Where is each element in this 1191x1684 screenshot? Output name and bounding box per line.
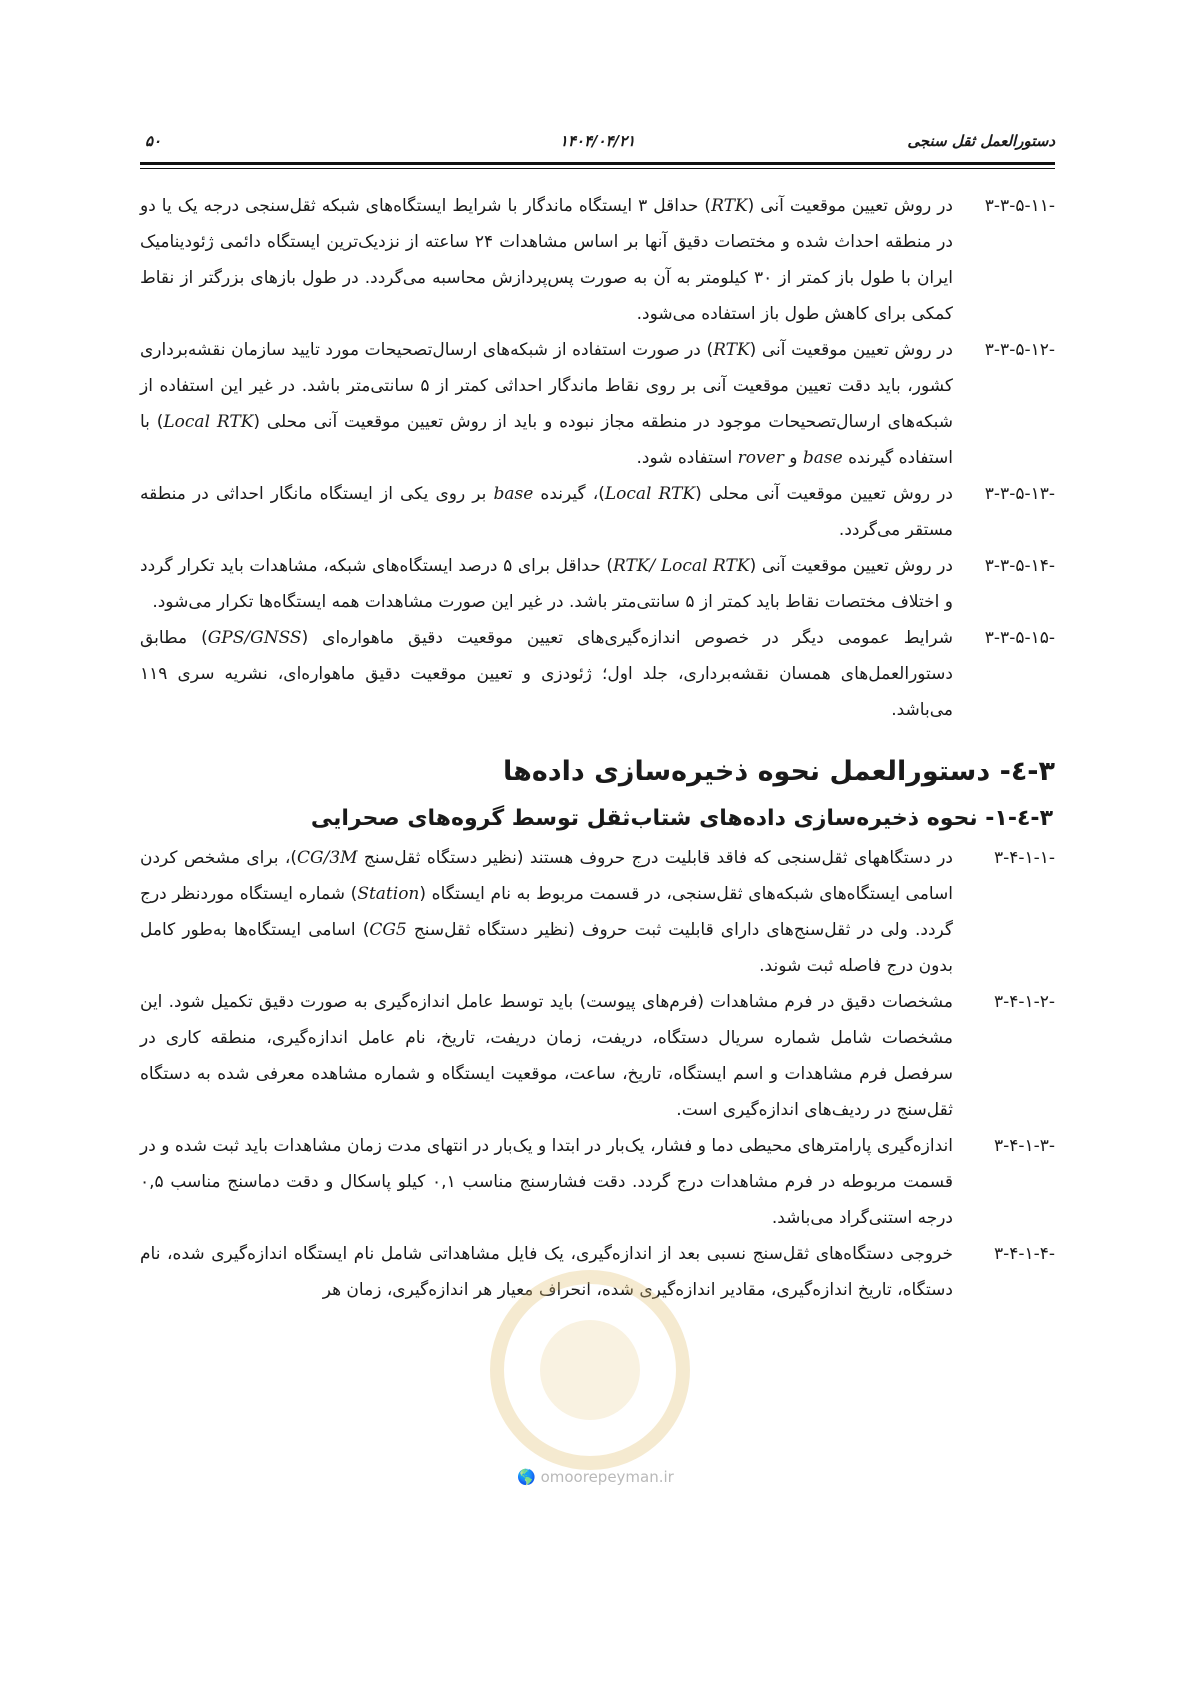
item-number: ۳-۴-۱-۳-	[993, 1136, 1055, 1156]
item-text: اندازه‌گیری پارامترهای محیطی دما و فشار، یک‌بار در ابتدا و یک‌بار در انتهای مدت زمان مشاهدات باید ثبت شده و در قسمت مربوطه در فرم مشاهدات درج گردد. دقت فشارسنج مناسب ۰,۱ کیلو پاسکال و دقت دماسنج مناسب ۰,۵ درجه استنی‌گراد می‌باشد.	[140, 1136, 953, 1228]
header-date: ۱۴۰۴/۰۴/۲۱	[559, 132, 636, 150]
page-number: ۵۰	[145, 132, 162, 150]
item-text: شرایط عمومی دیگر در خصوص اندازه‌گیری‌های تعیین موقعیت دقیق ماهواره‌ای (GPS/GNSS) مطابق دستورالعمل‌های همسان نقشه‌برداری، جلد اول؛ ژئودزی و تعیین موقعیت دقیق ماهواره‌ای، نشریه سری ۱۱۹ می‌باشد.	[140, 628, 953, 720]
watermark-url: 🌎 omoorepeyman.ir	[517, 1468, 674, 1486]
item-number: ۳-۳-۵-۱۵-	[984, 628, 1055, 648]
header-rule-thick	[140, 162, 1055, 165]
item-text: در روش تعیین موقعیت آنی (RTK) حداقل ۳ ایستگاه ماندگار با شرایط ایستگاه‌های شبکه ثقل‌سنجی درجه یک یا دو در منطقه احداث شده و مختصات دقیق آنها بر اساس مشاهدات ۲۴ ساعته از نزدیک‌ترین ایستگاه دائمی ژئودینامیک ایران با طول باز کمتر از ۳۰ کیلومتر به آن به صورت پس‌پردازش محاسبه می‌گردد. در طول بازهای بزرگتر از نقاط کمکی برای کاهش طول باز استفاده می‌شود.	[140, 196, 953, 324]
list-item	[140, 548, 1055, 620]
page-header	[140, 120, 1055, 160]
list-item	[140, 840, 1055, 984]
subsection-title: ۳-٤-۱- نحوه ذخیره‌سازی داده‌های شتاب‌ثقل توسط گروه‌های صحرایی	[310, 806, 1053, 831]
item-number: ۳-۴-۱-۲-	[993, 992, 1055, 1012]
header-title: دستورالعمل ثقل سنجی	[907, 132, 1055, 150]
list-item	[140, 984, 1055, 1128]
item-number: ۳-۳-۵-۱۱-	[984, 196, 1055, 216]
item-text: در روش تعیین موقعیت آنی محلی (Local RTK)، گیرنده base بر روی یکی از ایستگاه مانگار احداثی در منطقه مستقر می‌گردد.	[140, 484, 953, 540]
watermark-seal-center	[540, 1320, 640, 1420]
item-number: ۳-۳-۵-۱۲-	[984, 340, 1055, 360]
list-item	[140, 188, 1055, 332]
item-text: در روش تعیین موقعیت آنی (RTK) در صورت استفاده از شبکه‌های ارسال‌تصحیحات مورد تایید سازمان نقشه‌برداری کشور، باید دقت تعیین موقعیت آنی بر روی نقاط ماندگار احداثی کمتر از ۵ سانتی‌متر باشد. در غیر این استفاده از شبکه‌های ارسال‌تصحیحات موجود در منطقه مجاز نبوده و باید از روش تعیین موقعیت آنی محلی (Local RTK) با استفاده گیرنده base و rover استفاده شود.	[140, 340, 953, 468]
item-text: در دستگاههای ثقل‌سنجی که فاقد قابلیت درج حروف هستند (نظیر دستگاه ثقل‌سنج CG/3M)، برای مشخص کردن اسامی ایستگاه‌های شبکه‌های ثقل‌سنجی، در قسمت مربوط به نام ایستگاه (Station) شماره ایستگاه موردنظر درج گردد. ولی در ثقل‌سنج‌های دارای قابلیت ثبت حروف (نظیر دستگاه ثقل‌سنج CG5) اسامی ایستگاه‌ها به‌طور کامل بدون درج فاصله ثبت شوند.	[140, 848, 953, 976]
item-number: ۳-۴-۱-۱-	[993, 848, 1055, 868]
list-item	[140, 332, 1055, 476]
page-content	[140, 188, 1055, 1308]
item-number: ۳-۳-۵-۱۳-	[984, 484, 1055, 504]
item-number: ۳-۴-۱-۴-	[993, 1244, 1055, 1264]
list-item	[140, 1128, 1055, 1236]
item-text: خروجی دستگاه‌های ثقل‌سنج نسبی بعد از اندازه‌گیری، یک فایل مشاهداتی شامل نام ایستگاه اندازه‌گیری شده، نام دستگاه، تاریخ اندازه‌گیری، مقادیر اندازه‌گیری شده، انحراف معیار هر اندازه‌گیری، زمان هر	[140, 1244, 953, 1300]
item-number: ۳-۳-۵-۱۴-	[984, 556, 1055, 576]
item-text: در روش تعیین موقعیت آنی (RTK/ Local RTK) حداقل برای ۵ درصد ایستگاه‌های شبکه، مشاهدات باید تکرار گردد و اختلاف مختصات نقاط باید کمتر از ۵ سانتی‌متر باشد. در غیر این صورت مشاهدات همه ایستگاه‌ها تکرار می‌شود.	[140, 556, 954, 612]
list-item	[140, 476, 1055, 548]
section-title: ۳-٤- دستورالعمل نحوه ذخیره‌سازی داده‌ها	[502, 756, 1055, 787]
list-item	[140, 620, 1055, 728]
header-rule-thin	[140, 168, 1055, 169]
item-text: مشخصات دقیق در فرم مشاهدات (فرم‌های پیوست) باید توسط عامل اندازه‌گیری به صورت دقیق تکمیل شود. این مشخصات شامل شماره سریال دستگاه، دریفت، زمان دریفت، تاریخ، نام عامل اندازه‌گیری، منطقه کاری در سرفصل فرم مشاهدات و اسم ایستگاه، تاریخ، ساعت، موقعیت ایستگاه و شماره مشاهده معرفی شده به دستگاه ثقل‌سنج در ردیف‌های اندازه‌گیری است.	[140, 992, 953, 1120]
